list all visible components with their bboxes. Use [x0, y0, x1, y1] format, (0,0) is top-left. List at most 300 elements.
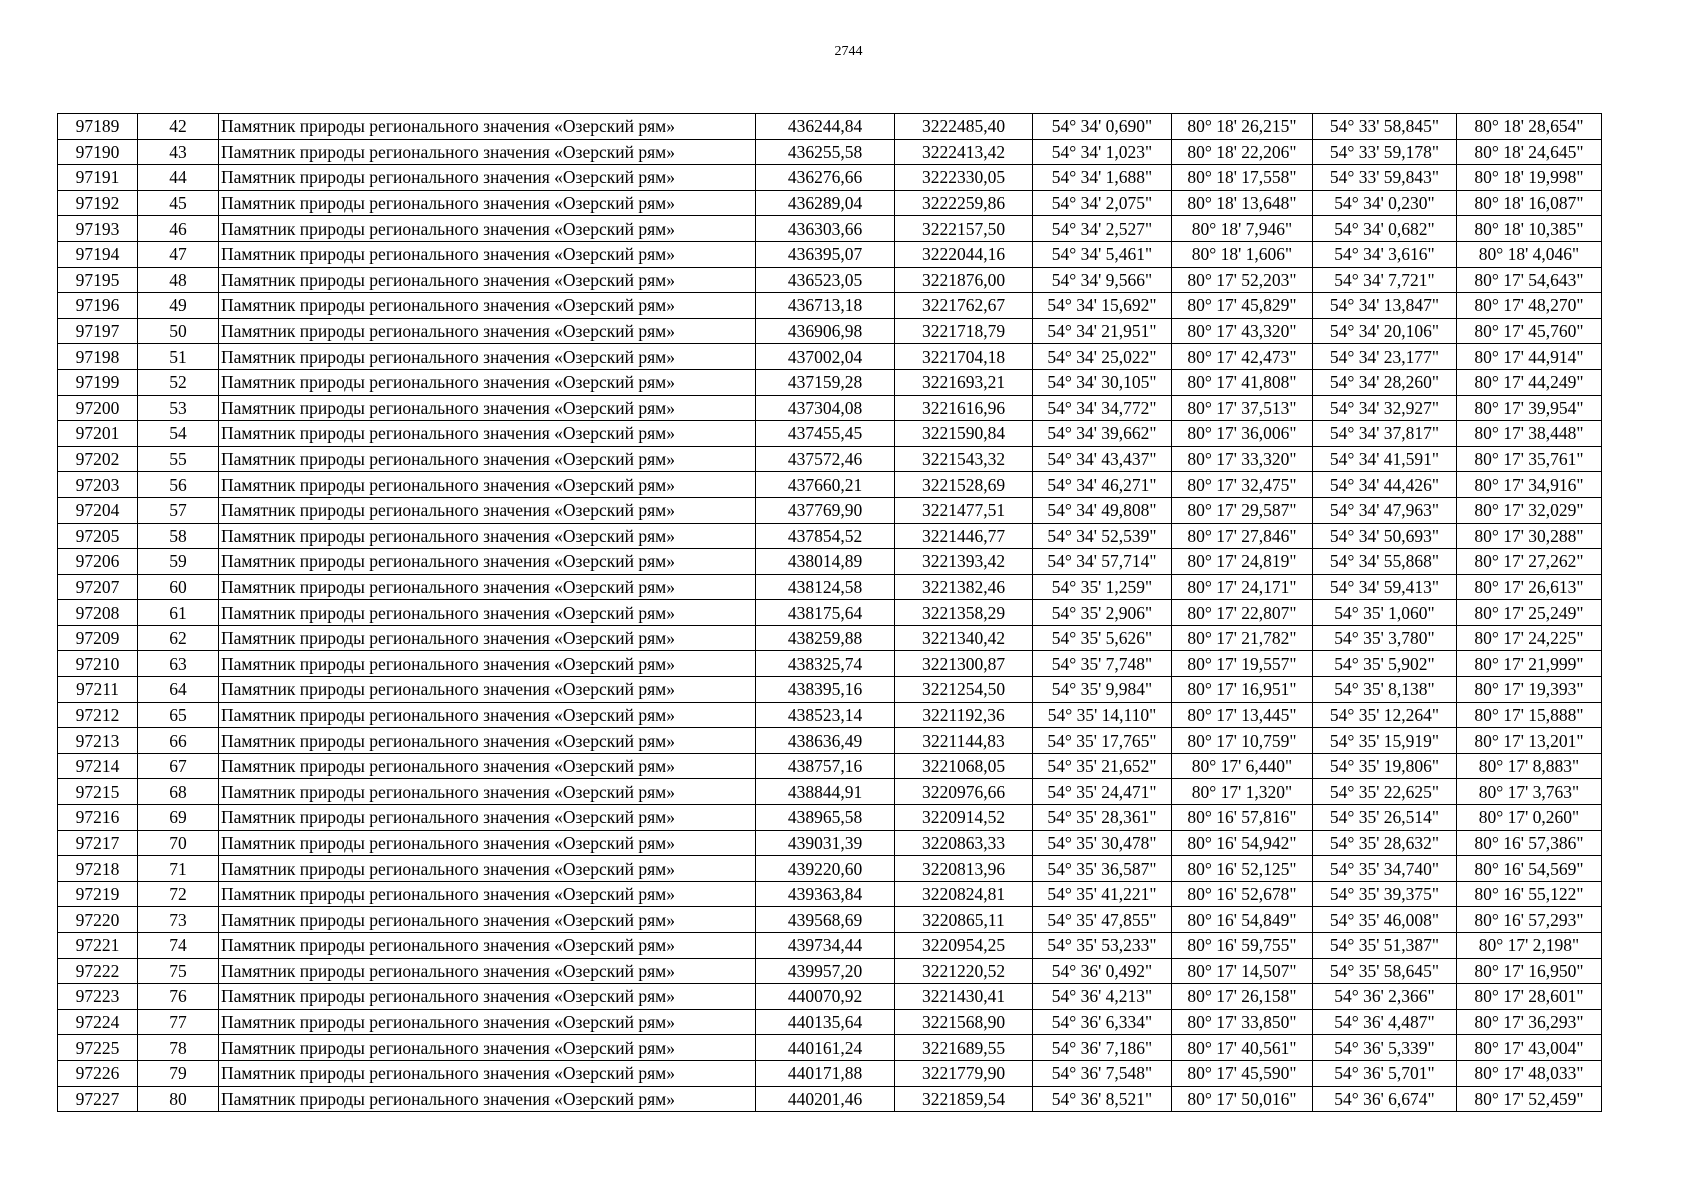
latitude-cell: 54° 36' 8,521": [1033, 1086, 1172, 1112]
longitude-cell: 80° 17' 19,557": [1172, 651, 1313, 677]
object-name-cell: Памятник природы регионального значения «Озерский рям»: [219, 472, 756, 498]
record-number-cell: 97204: [58, 497, 138, 523]
longitude-wgs-cell: 80° 17' 25,249": [1457, 600, 1602, 626]
y-coordinate-cell: 3221704,18: [895, 344, 1033, 370]
longitude-wgs-cell: 80° 16' 54,569": [1457, 856, 1602, 882]
point-number-cell: 45: [138, 190, 219, 216]
y-coordinate-cell: 3222044,16: [895, 241, 1033, 267]
x-coordinate-cell: 438844,91: [756, 779, 895, 805]
page-number: 2744: [834, 44, 863, 59]
point-number-cell: 66: [138, 728, 219, 754]
y-coordinate-cell: 3220865,11: [895, 907, 1033, 933]
longitude-wgs-cell: 80° 18' 28,654": [1457, 114, 1602, 140]
x-coordinate-cell: 437159,28: [756, 369, 895, 395]
point-number-cell: 55: [138, 446, 219, 472]
x-coordinate-cell: 440161,24: [756, 1035, 895, 1061]
longitude-wgs-cell: 80° 17' 32,029": [1457, 497, 1602, 523]
longitude-wgs-cell: 80° 17' 48,033": [1457, 1060, 1602, 1086]
object-name-cell: Памятник природы регионального значения «Озерский рям»: [219, 293, 756, 319]
latitude-cell: 54° 34' 2,527": [1033, 216, 1172, 242]
y-coordinate-cell: 3221616,96: [895, 395, 1033, 421]
object-name-cell: Памятник природы регионального значения «Озерский рям»: [219, 241, 756, 267]
object-name-cell: Памятник природы регионального значения «Озерский рям»: [219, 805, 756, 831]
table-row: [58, 779, 1602, 805]
latitude-cell: 54° 34' 21,951": [1033, 318, 1172, 344]
latitude-cell: 54° 35' 21,652": [1033, 753, 1172, 779]
longitude-cell: 80° 16' 54,942": [1172, 830, 1313, 856]
y-coordinate-cell: 3221254,50: [895, 677, 1033, 703]
latitude-wgs-cell: 54° 33' 59,843": [1313, 165, 1457, 191]
point-number-cell: 72: [138, 881, 219, 907]
longitude-wgs-cell: 80° 17' 16,950": [1457, 958, 1602, 984]
longitude-cell: 80° 17' 13,445": [1172, 702, 1313, 728]
y-coordinate-cell: 3220824,81: [895, 881, 1033, 907]
x-coordinate-cell: 438014,89: [756, 549, 895, 575]
table-row: [58, 139, 1602, 165]
object-name-cell: Памятник природы регионального значения «Озерский рям»: [219, 1009, 756, 1035]
point-number-cell: 68: [138, 779, 219, 805]
table-row: [58, 344, 1602, 370]
longitude-cell: 80° 17' 45,590": [1172, 1060, 1313, 1086]
point-number-cell: 62: [138, 625, 219, 651]
object-name-cell: Памятник природы регионального значения «Озерский рям»: [219, 753, 756, 779]
x-coordinate-cell: 437660,21: [756, 472, 895, 498]
x-coordinate-cell: 440171,88: [756, 1060, 895, 1086]
latitude-wgs-cell: 54° 35' 15,919": [1313, 728, 1457, 754]
y-coordinate-cell: 3222330,05: [895, 165, 1033, 191]
object-name-cell: Памятник природы регионального значения «Озерский рям»: [219, 497, 756, 523]
object-name-cell: Памятник природы регионального значения «Озерский рям»: [219, 165, 756, 191]
record-number-cell: 97211: [58, 677, 138, 703]
table-row: [58, 1086, 1602, 1112]
point-number-cell: 80: [138, 1086, 219, 1112]
latitude-cell: 54° 35' 5,626": [1033, 625, 1172, 651]
x-coordinate-cell: 437572,46: [756, 446, 895, 472]
table-row: [58, 702, 1602, 728]
table-row: [58, 625, 1602, 651]
y-coordinate-cell: 3221220,52: [895, 958, 1033, 984]
object-name-cell: Памятник природы регионального значения «Озерский рям»: [219, 1060, 756, 1086]
longitude-cell: 80° 17' 33,320": [1172, 446, 1313, 472]
longitude-wgs-cell: 80° 18' 19,998": [1457, 165, 1602, 191]
y-coordinate-cell: 3222157,50: [895, 216, 1033, 242]
y-coordinate-cell: 3221779,90: [895, 1060, 1033, 1086]
point-number-cell: 73: [138, 907, 219, 933]
table-row: [58, 472, 1602, 498]
y-coordinate-cell: 3220954,25: [895, 933, 1033, 959]
x-coordinate-cell: 437769,90: [756, 497, 895, 523]
table-row: [58, 600, 1602, 626]
point-number-cell: 42: [138, 114, 219, 140]
longitude-wgs-cell: 80° 17' 35,761": [1457, 446, 1602, 472]
latitude-cell: 54° 34' 0,690": [1033, 114, 1172, 140]
point-number-cell: 77: [138, 1009, 219, 1035]
record-number-cell: 97203: [58, 472, 138, 498]
object-name-cell: Памятник природы регионального значения «Озерский рям»: [219, 190, 756, 216]
x-coordinate-cell: 437455,45: [756, 421, 895, 447]
y-coordinate-cell: 3221340,42: [895, 625, 1033, 651]
point-number-cell: 48: [138, 267, 219, 293]
longitude-wgs-cell: 80° 17' 2,198": [1457, 933, 1602, 959]
latitude-cell: 54° 35' 47,855": [1033, 907, 1172, 933]
table-row: [58, 933, 1602, 959]
object-name-cell: Памятник природы регионального значения «Озерский рям»: [219, 267, 756, 293]
latitude-cell: 54° 34' 34,772": [1033, 395, 1172, 421]
longitude-cell: 80° 17' 26,158": [1172, 984, 1313, 1010]
latitude-wgs-cell: 54° 34' 47,963": [1313, 497, 1457, 523]
object-name-cell: Памятник природы регионального значения «Озерский рям»: [219, 114, 756, 140]
object-name-cell: Памятник природы регионального значения «Озерский рям»: [219, 625, 756, 651]
table-row: [58, 549, 1602, 575]
x-coordinate-cell: 438124,58: [756, 574, 895, 600]
longitude-cell: 80° 18' 7,946": [1172, 216, 1313, 242]
latitude-cell: 54° 36' 6,334": [1033, 1009, 1172, 1035]
longitude-wgs-cell: 80° 17' 52,459": [1457, 1086, 1602, 1112]
x-coordinate-cell: 439363,84: [756, 881, 895, 907]
y-coordinate-cell: 3221430,41: [895, 984, 1033, 1010]
latitude-wgs-cell: 54° 35' 51,387": [1313, 933, 1457, 959]
object-name-cell: Памятник природы регионального значения «Озерский рям»: [219, 139, 756, 165]
longitude-wgs-cell: 80° 17' 34,916": [1457, 472, 1602, 498]
y-coordinate-cell: 3221876,00: [895, 267, 1033, 293]
x-coordinate-cell: 436523,05: [756, 267, 895, 293]
y-coordinate-cell: 3221689,55: [895, 1035, 1033, 1061]
object-name-cell: Памятник природы регионального значения «Озерский рям»: [219, 728, 756, 754]
x-coordinate-cell: 439734,44: [756, 933, 895, 959]
longitude-cell: 80° 17' 24,171": [1172, 574, 1313, 600]
table-row: [58, 190, 1602, 216]
longitude-cell: 80° 16' 59,755": [1172, 933, 1313, 959]
longitude-cell: 80° 17' 36,006": [1172, 421, 1313, 447]
object-name-cell: Памятник природы регионального значения «Озерский рям»: [219, 651, 756, 677]
record-number-cell: 97222: [58, 958, 138, 984]
latitude-wgs-cell: 54° 34' 59,413": [1313, 574, 1457, 600]
table-row: [58, 497, 1602, 523]
longitude-cell: 80° 17' 43,320": [1172, 318, 1313, 344]
record-number-cell: 97226: [58, 1060, 138, 1086]
longitude-wgs-cell: 80° 17' 27,262": [1457, 549, 1602, 575]
record-number-cell: 97198: [58, 344, 138, 370]
object-name-cell: Памятник природы регионального значения «Озерский рям»: [219, 984, 756, 1010]
point-number-cell: 47: [138, 241, 219, 267]
x-coordinate-cell: 439957,20: [756, 958, 895, 984]
point-number-cell: 53: [138, 395, 219, 421]
record-number-cell: 97189: [58, 114, 138, 140]
point-number-cell: 63: [138, 651, 219, 677]
record-number-cell: 97191: [58, 165, 138, 191]
object-name-cell: Памятник природы регионального значения «Озерский рям»: [219, 933, 756, 959]
y-coordinate-cell: 3221543,32: [895, 446, 1033, 472]
latitude-wgs-cell: 54° 34' 7,721": [1313, 267, 1457, 293]
longitude-cell: 80° 17' 29,587": [1172, 497, 1313, 523]
table-row: [58, 907, 1602, 933]
record-number-cell: 97196: [58, 293, 138, 319]
latitude-cell: 54° 34' 9,566": [1033, 267, 1172, 293]
longitude-wgs-cell: 80° 18' 24,645": [1457, 139, 1602, 165]
x-coordinate-cell: 436244,84: [756, 114, 895, 140]
latitude-cell: 54° 35' 28,361": [1033, 805, 1172, 831]
table-row: [58, 446, 1602, 472]
coordinates-table: [57, 113, 1602, 1112]
y-coordinate-cell: 3221477,51: [895, 497, 1033, 523]
record-number-cell: 97209: [58, 625, 138, 651]
y-coordinate-cell: 3221300,87: [895, 651, 1033, 677]
x-coordinate-cell: 438757,16: [756, 753, 895, 779]
object-name-cell: Памятник природы регионального значения «Озерский рям»: [219, 677, 756, 703]
record-number-cell: 97212: [58, 702, 138, 728]
object-name-cell: Памятник природы регионального значения «Озерский рям»: [219, 318, 756, 344]
longitude-cell: 80° 17' 32,475": [1172, 472, 1313, 498]
y-coordinate-cell: 3221382,46: [895, 574, 1033, 600]
x-coordinate-cell: 436906,98: [756, 318, 895, 344]
latitude-wgs-cell: 54° 34' 0,230": [1313, 190, 1457, 216]
point-number-cell: 57: [138, 497, 219, 523]
table-row: [58, 421, 1602, 447]
latitude-cell: 54° 34' 30,105": [1033, 369, 1172, 395]
latitude-wgs-cell: 54° 34' 37,817": [1313, 421, 1457, 447]
point-number-cell: 64: [138, 677, 219, 703]
object-name-cell: Памятник природы регионального значения «Озерский рям»: [219, 369, 756, 395]
table-row: [58, 523, 1602, 549]
y-coordinate-cell: 3221718,79: [895, 318, 1033, 344]
object-name-cell: Памятник природы регионального значения «Озерский рям»: [219, 216, 756, 242]
latitude-wgs-cell: 54° 34' 50,693": [1313, 523, 1457, 549]
object-name-cell: Памятник природы регионального значения «Озерский рям»: [219, 600, 756, 626]
record-number-cell: 97216: [58, 805, 138, 831]
longitude-wgs-cell: 80° 16' 57,386": [1457, 830, 1602, 856]
table-row: [58, 958, 1602, 984]
latitude-wgs-cell: 54° 35' 12,264": [1313, 702, 1457, 728]
x-coordinate-cell: 438395,16: [756, 677, 895, 703]
longitude-wgs-cell: 80° 17' 13,201": [1457, 728, 1602, 754]
x-coordinate-cell: 438175,64: [756, 600, 895, 626]
latitude-wgs-cell: 54° 35' 3,780": [1313, 625, 1457, 651]
x-coordinate-cell: 436395,07: [756, 241, 895, 267]
point-number-cell: 58: [138, 523, 219, 549]
object-name-cell: Памятник природы регионального значения «Озерский рям»: [219, 881, 756, 907]
latitude-wgs-cell: 54° 35' 8,138": [1313, 677, 1457, 703]
longitude-cell: 80° 17' 40,561": [1172, 1035, 1313, 1061]
longitude-wgs-cell: 80° 18' 16,087": [1457, 190, 1602, 216]
table-row: [58, 369, 1602, 395]
latitude-cell: 54° 34' 43,437": [1033, 446, 1172, 472]
table-row: [58, 856, 1602, 882]
y-coordinate-cell: 3221528,69: [895, 472, 1033, 498]
y-coordinate-cell: 3221192,36: [895, 702, 1033, 728]
y-coordinate-cell: 3220863,33: [895, 830, 1033, 856]
y-coordinate-cell: 3222259,86: [895, 190, 1033, 216]
table-row: [58, 984, 1602, 1010]
point-number-cell: 79: [138, 1060, 219, 1086]
point-number-cell: 59: [138, 549, 219, 575]
latitude-cell: 54° 35' 36,587": [1033, 856, 1172, 882]
record-number-cell: 97213: [58, 728, 138, 754]
x-coordinate-cell: 436276,66: [756, 165, 895, 191]
latitude-wgs-cell: 54° 34' 20,106": [1313, 318, 1457, 344]
y-coordinate-cell: 3221693,21: [895, 369, 1033, 395]
record-number-cell: 97221: [58, 933, 138, 959]
latitude-wgs-cell: 54° 35' 22,625": [1313, 779, 1457, 805]
table-row: [58, 1009, 1602, 1035]
longitude-cell: 80° 16' 52,678": [1172, 881, 1313, 907]
point-number-cell: 78: [138, 1035, 219, 1061]
longitude-wgs-cell: 80° 17' 3,763": [1457, 779, 1602, 805]
longitude-wgs-cell: 80° 17' 54,643": [1457, 267, 1602, 293]
latitude-wgs-cell: 54° 35' 5,902": [1313, 651, 1457, 677]
longitude-cell: 80° 17' 50,016": [1172, 1086, 1313, 1112]
object-name-cell: Памятник природы регионального значения «Озерский рям»: [219, 779, 756, 805]
longitude-cell: 80° 18' 1,606": [1172, 241, 1313, 267]
y-coordinate-cell: 3220813,96: [895, 856, 1033, 882]
longitude-wgs-cell: 80° 17' 15,888": [1457, 702, 1602, 728]
longitude-wgs-cell: 80° 17' 43,004": [1457, 1035, 1602, 1061]
longitude-wgs-cell: 80° 17' 45,760": [1457, 318, 1602, 344]
longitude-wgs-cell: 80° 17' 44,914": [1457, 344, 1602, 370]
object-name-cell: Памятник природы регионального значения «Озерский рям»: [219, 907, 756, 933]
latitude-wgs-cell: 54° 34' 13,847": [1313, 293, 1457, 319]
y-coordinate-cell: 3221568,90: [895, 1009, 1033, 1035]
record-number-cell: 97225: [58, 1035, 138, 1061]
record-number-cell: 97199: [58, 369, 138, 395]
table-row: [58, 1035, 1602, 1061]
table-row: [58, 318, 1602, 344]
latitude-wgs-cell: 54° 34' 28,260": [1313, 369, 1457, 395]
latitude-wgs-cell: 54° 36' 6,674": [1313, 1086, 1457, 1112]
record-number-cell: 97192: [58, 190, 138, 216]
longitude-wgs-cell: 80° 17' 26,613": [1457, 574, 1602, 600]
record-number-cell: 97195: [58, 267, 138, 293]
latitude-wgs-cell: 54° 36' 5,701": [1313, 1060, 1457, 1086]
x-coordinate-cell: 436713,18: [756, 293, 895, 319]
longitude-wgs-cell: 80° 18' 10,385": [1457, 216, 1602, 242]
latitude-wgs-cell: 54° 34' 32,927": [1313, 395, 1457, 421]
table-row: [58, 267, 1602, 293]
record-number-cell: 97202: [58, 446, 138, 472]
record-number-cell: 97206: [58, 549, 138, 575]
latitude-wgs-cell: 54° 35' 58,645": [1313, 958, 1457, 984]
longitude-cell: 80° 18' 13,648": [1172, 190, 1313, 216]
latitude-cell: 54° 35' 24,471": [1033, 779, 1172, 805]
longitude-wgs-cell: 80° 17' 0,260": [1457, 805, 1602, 831]
record-number-cell: 97220: [58, 907, 138, 933]
latitude-cell: 54° 35' 9,984": [1033, 677, 1172, 703]
latitude-cell: 54° 34' 2,075": [1033, 190, 1172, 216]
latitude-cell: 54° 35' 1,259": [1033, 574, 1172, 600]
latitude-cell: 54° 34' 25,022": [1033, 344, 1172, 370]
latitude-cell: 54° 35' 7,748": [1033, 651, 1172, 677]
longitude-wgs-cell: 80° 17' 38,448": [1457, 421, 1602, 447]
object-name-cell: Памятник природы регионального значения «Озерский рям»: [219, 549, 756, 575]
x-coordinate-cell: 436289,04: [756, 190, 895, 216]
x-coordinate-cell: 438965,58: [756, 805, 895, 831]
latitude-wgs-cell: 54° 35' 28,632": [1313, 830, 1457, 856]
longitude-cell: 80° 17' 52,203": [1172, 267, 1313, 293]
y-coordinate-cell: 3222413,42: [895, 139, 1033, 165]
record-number-cell: 97217: [58, 830, 138, 856]
object-name-cell: Памятник природы регионального значения «Озерский рям»: [219, 421, 756, 447]
point-number-cell: 70: [138, 830, 219, 856]
object-name-cell: Памятник природы регионального значения «Озерский рям»: [219, 830, 756, 856]
x-coordinate-cell: 438259,88: [756, 625, 895, 651]
table-row: [58, 293, 1602, 319]
latitude-wgs-cell: 54° 35' 39,375": [1313, 881, 1457, 907]
x-coordinate-cell: 438325,74: [756, 651, 895, 677]
record-number-cell: 97200: [58, 395, 138, 421]
latitude-cell: 54° 35' 30,478": [1033, 830, 1172, 856]
point-number-cell: 61: [138, 600, 219, 626]
object-name-cell: Памятник природы регионального значения «Озерский рям»: [219, 395, 756, 421]
table-row: [58, 728, 1602, 754]
longitude-cell: 80° 17' 10,759": [1172, 728, 1313, 754]
y-coordinate-cell: 3221393,42: [895, 549, 1033, 575]
longitude-cell: 80° 16' 52,125": [1172, 856, 1313, 882]
latitude-wgs-cell: 54° 34' 3,616": [1313, 241, 1457, 267]
point-number-cell: 56: [138, 472, 219, 498]
record-number-cell: 97215: [58, 779, 138, 805]
longitude-wgs-cell: 80° 17' 28,601": [1457, 984, 1602, 1010]
longitude-wgs-cell: 80° 17' 39,954": [1457, 395, 1602, 421]
y-coordinate-cell: 3221068,05: [895, 753, 1033, 779]
x-coordinate-cell: 436303,66: [756, 216, 895, 242]
longitude-cell: 80° 17' 21,782": [1172, 625, 1313, 651]
longitude-cell: 80° 17' 16,951": [1172, 677, 1313, 703]
longitude-cell: 80° 17' 27,846": [1172, 523, 1313, 549]
x-coordinate-cell: 440201,46: [756, 1086, 895, 1112]
point-number-cell: 54: [138, 421, 219, 447]
latitude-cell: 54° 34' 39,662": [1033, 421, 1172, 447]
y-coordinate-cell: 3221859,54: [895, 1086, 1033, 1112]
record-number-cell: 97207: [58, 574, 138, 600]
object-name-cell: Памятник природы регионального значения «Озерский рям»: [219, 1035, 756, 1061]
longitude-cell: 80° 16' 57,816": [1172, 805, 1313, 831]
longitude-cell: 80° 17' 24,819": [1172, 549, 1313, 575]
x-coordinate-cell: 439031,39: [756, 830, 895, 856]
longitude-wgs-cell: 80° 17' 48,270": [1457, 293, 1602, 319]
record-number-cell: 97214: [58, 753, 138, 779]
object-name-cell: Памятник природы регионального значения «Озерский рям»: [219, 958, 756, 984]
record-number-cell: 97208: [58, 600, 138, 626]
latitude-cell: 54° 35' 2,906": [1033, 600, 1172, 626]
point-number-cell: 65: [138, 702, 219, 728]
latitude-cell: 54° 34' 49,808": [1033, 497, 1172, 523]
longitude-wgs-cell: 80° 17' 8,883": [1457, 753, 1602, 779]
object-name-cell: Памятник природы регионального значения «Озерский рям»: [219, 446, 756, 472]
table-row: [58, 216, 1602, 242]
record-number-cell: 97194: [58, 241, 138, 267]
longitude-cell: 80° 17' 1,320": [1172, 779, 1313, 805]
longitude-wgs-cell: 80° 17' 30,288": [1457, 523, 1602, 549]
longitude-wgs-cell: 80° 17' 19,393": [1457, 677, 1602, 703]
object-name-cell: Памятник природы регионального значения «Озерский рям»: [219, 1086, 756, 1112]
object-name-cell: Памятник природы регионального значения «Озерский рям»: [219, 702, 756, 728]
latitude-cell: 54° 35' 41,221": [1033, 881, 1172, 907]
x-coordinate-cell: 438636,49: [756, 728, 895, 754]
y-coordinate-cell: 3222485,40: [895, 114, 1033, 140]
y-coordinate-cell: 3220976,66: [895, 779, 1033, 805]
latitude-cell: 54° 36' 7,548": [1033, 1060, 1172, 1086]
longitude-cell: 80° 17' 41,808": [1172, 369, 1313, 395]
longitude-cell: 80° 17' 6,440": [1172, 753, 1313, 779]
table-row: [58, 753, 1602, 779]
record-number-cell: 97190: [58, 139, 138, 165]
record-number-cell: 97197: [58, 318, 138, 344]
table-row: [58, 1060, 1602, 1086]
latitude-wgs-cell: 54° 35' 46,008": [1313, 907, 1457, 933]
longitude-cell: 80° 17' 37,513": [1172, 395, 1313, 421]
longitude-wgs-cell: 80° 18' 4,046": [1457, 241, 1602, 267]
table-row: [58, 114, 1602, 140]
latitude-wgs-cell: 54° 34' 41,591": [1313, 446, 1457, 472]
